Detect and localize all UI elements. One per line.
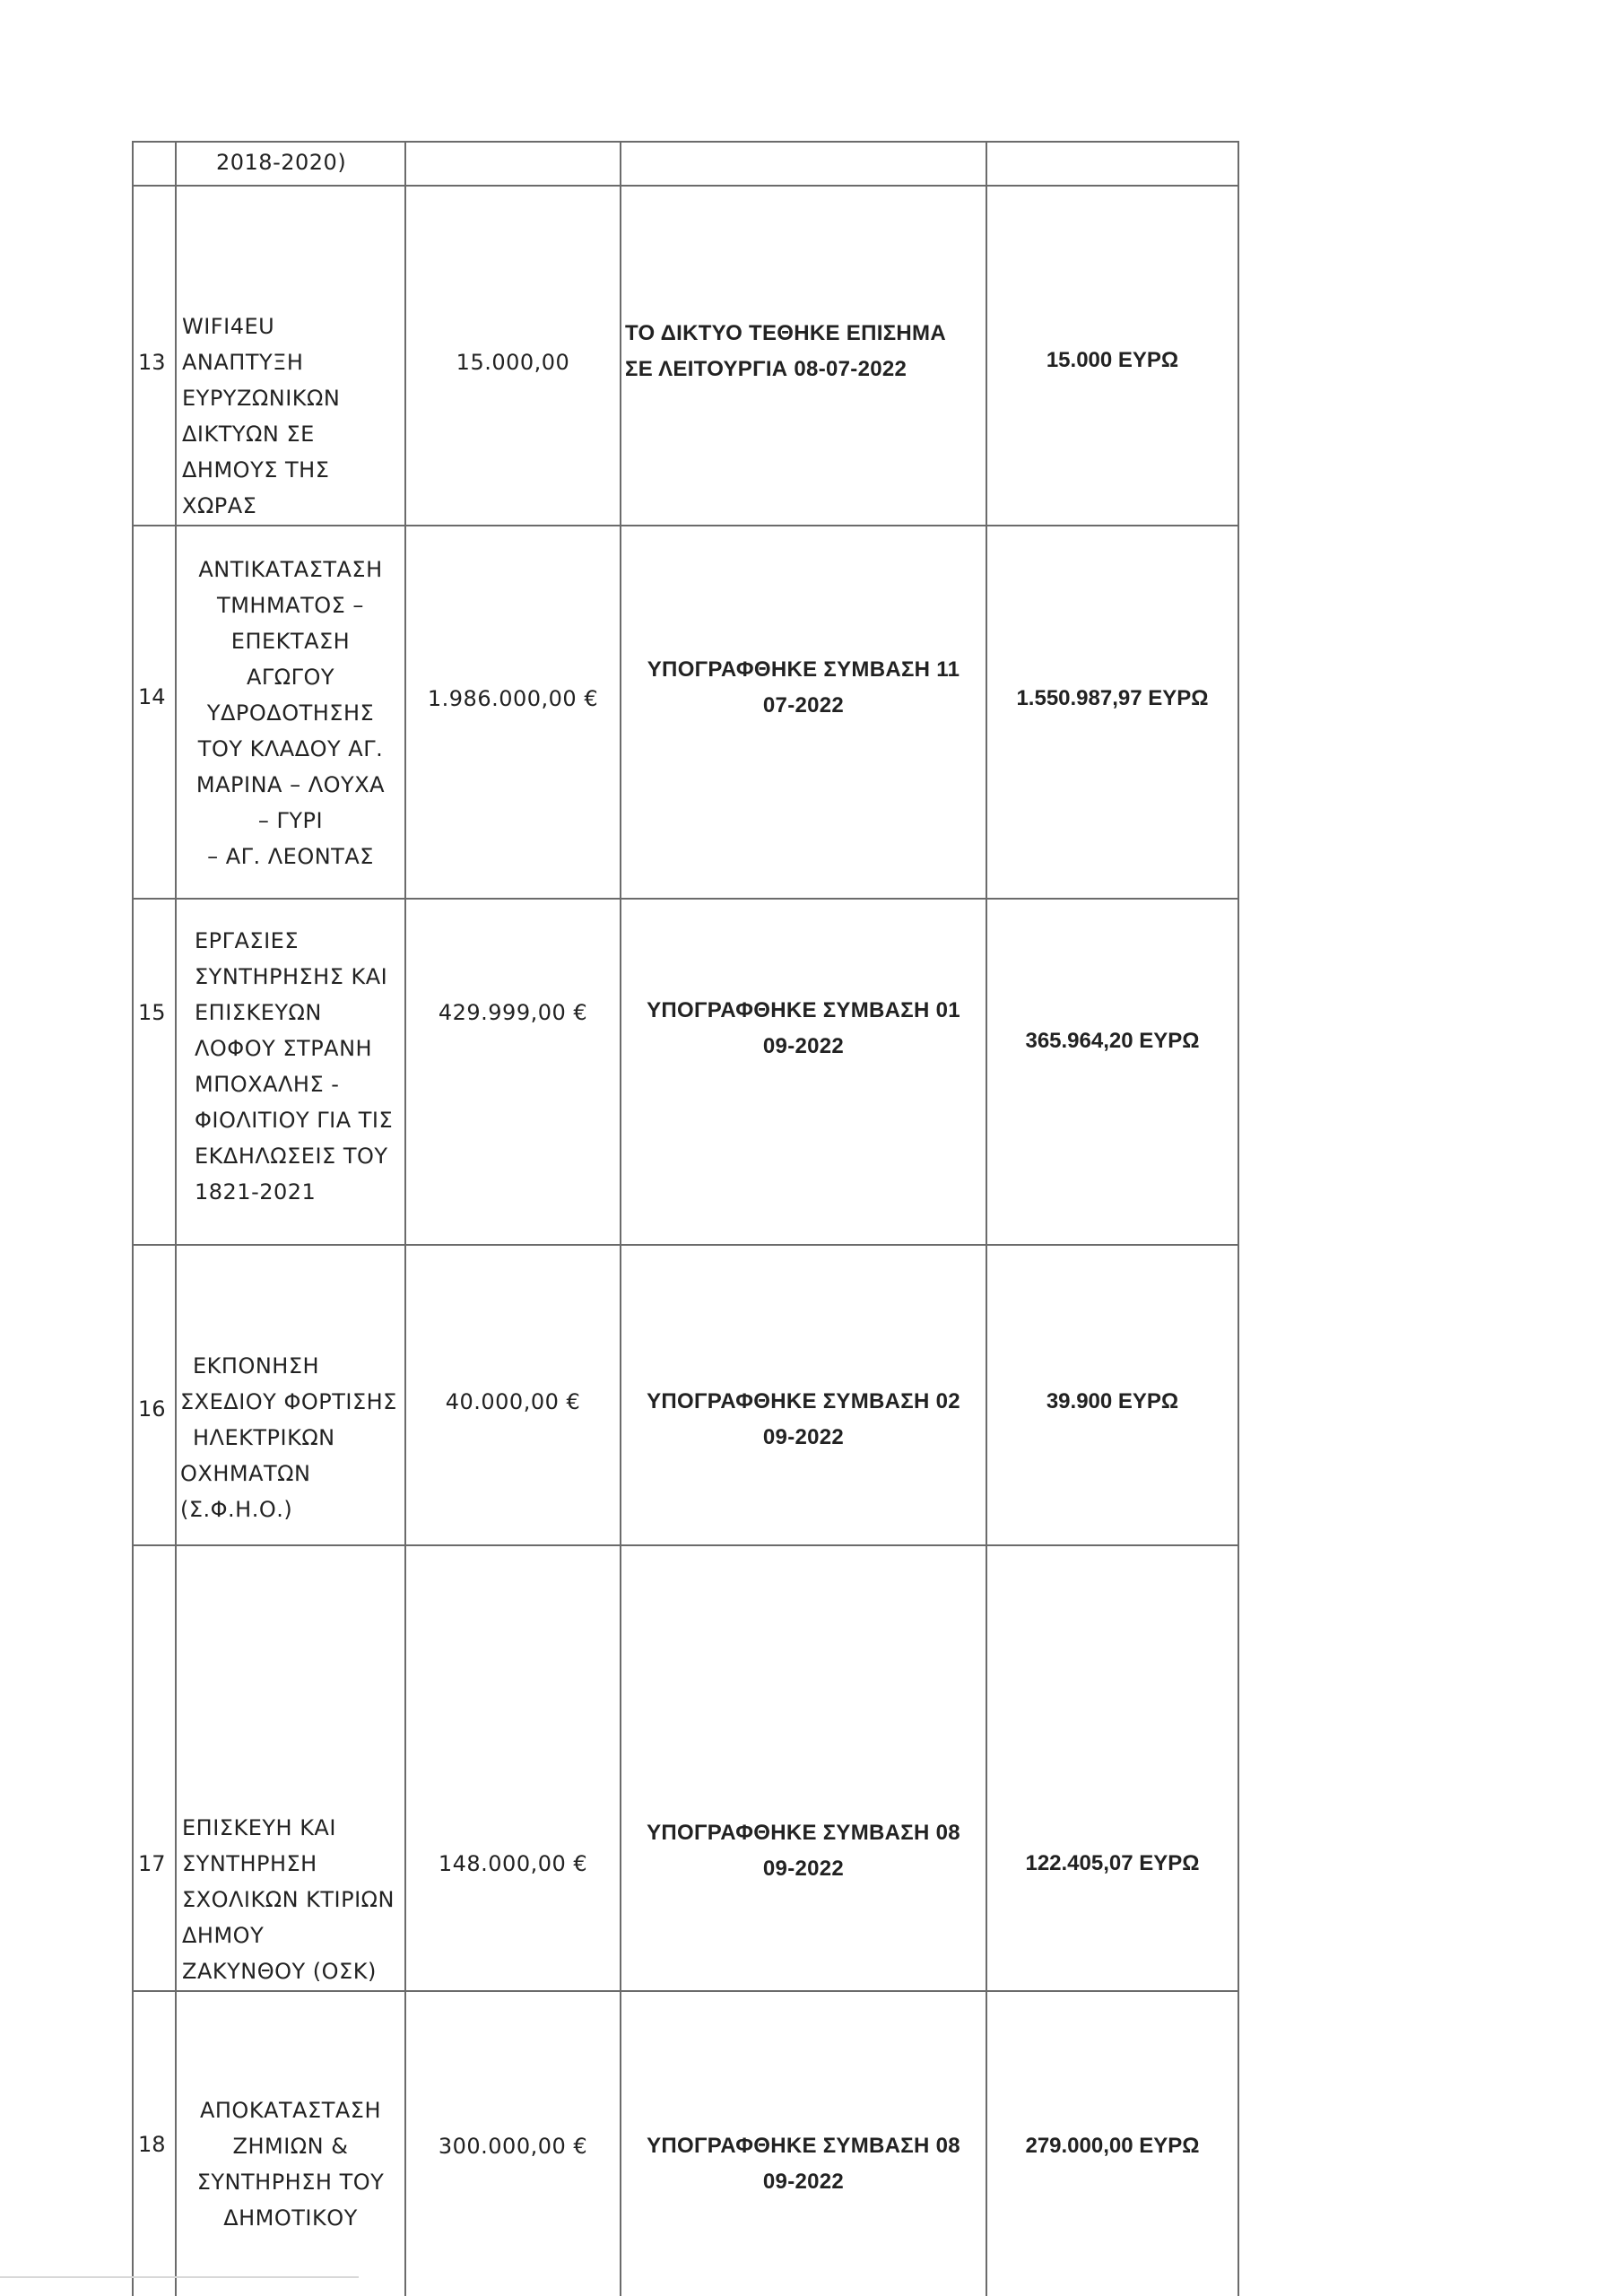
- page-bottom-rule: [0, 2276, 359, 2278]
- project-title-line: ΣΥΝΤΗΡΗΣΗ: [182, 1851, 317, 1876]
- project-title-line: ΕΠΙΣΚΕΥΩΝ: [195, 1000, 322, 1025]
- table-row: [133, 1991, 1238, 2296]
- status-line: ΣΕ ΛΕΙΤΟΥΡΓΙΑ 08-07-2022: [625, 357, 908, 381]
- budget-cell: [405, 142, 621, 186]
- project-title-line: ΣΥΝΤΗΡΗΣΗ ΤΟΥ: [196, 2170, 385, 2195]
- row-number: 13: [138, 350, 166, 375]
- project-title-line: ΕΚΠΟΝΗΣΗ: [193, 1353, 320, 1378]
- status-line: 09-2022: [762, 1425, 845, 1449]
- status-line: 09-2022: [762, 1034, 845, 1058]
- project-title-line: ΟΧΗΜΑΤΩΝ: [180, 1461, 311, 1486]
- row-number-cell: [133, 1991, 176, 2296]
- project-title-cell: [176, 1991, 405, 2296]
- amount-value: 39.900 ΕΥΡΩ: [1046, 1389, 1179, 1413]
- amount-cell: [986, 899, 1238, 1245]
- project-title-line: ΑΝΑΠΤΥΞΗ: [182, 350, 304, 375]
- project-title-line: ΥΔΡΟΔΟΤΗΣΗΣ: [206, 700, 375, 726]
- budget-value: 148.000,00 €: [438, 1851, 588, 1876]
- status-line: ΤΟ ΔΙΚΤΥΟ ΤΕΘΗΚΕ ΕΠΙΣΗΜΑ: [625, 321, 946, 345]
- project-title-line: ΑΠΟΚΑΤΑΣΤΑΣΗ: [199, 2098, 382, 2123]
- project-title-line: 2018-2020): [216, 150, 347, 175]
- row-number: 15: [138, 1000, 166, 1025]
- project-title-line: ΜΑΡΙΝΑ – ΛΟΥΧΑ: [195, 772, 386, 797]
- project-title-cell: [176, 1245, 405, 1545]
- budget-value: 300.000,00 €: [438, 2134, 588, 2159]
- row-number-cell: [133, 186, 176, 526]
- table-row: [133, 1545, 1238, 1991]
- row-number: 16: [138, 1396, 166, 1422]
- project-title-line: ΖΑΚΥΝΘΟΥ (ΟΣΚ): [182, 1959, 377, 1984]
- project-title-line: ΧΩΡΑΣ: [182, 493, 257, 518]
- budget-cell: [405, 899, 621, 1245]
- row-number-cell: [133, 1245, 176, 1545]
- status-line: ΥΠΟΓΡΑΦΘΗΚΕ ΣΥΜΒΑΣΗ 08: [647, 2134, 960, 2158]
- budget-value: 1.986.000,00 €: [427, 686, 599, 711]
- status-cell: [621, 142, 986, 186]
- table-row: [133, 186, 1238, 526]
- project-title-line: ΜΠΟΧΑΛΗΣ -: [195, 1072, 340, 1097]
- project-title-line: ΛΟΦΟΥ ΣΤΡΑΝΗ: [195, 1036, 373, 1061]
- status-line: 09-2022: [762, 2170, 845, 2194]
- project-title-cell: [176, 186, 405, 526]
- project-title-line: ΗΛΕΚΤΡΙΚΩΝ: [193, 1425, 335, 1450]
- status-cell: [621, 899, 986, 1245]
- project-title-line: ΣΥΝΤΗΡΗΣΗΣ ΚΑΙ: [195, 964, 388, 989]
- row-number-cell: [133, 142, 176, 186]
- table-row: [133, 526, 1238, 899]
- projects-table: [132, 141, 1239, 2296]
- amount-cell: [986, 186, 1238, 526]
- amount-cell: [986, 1545, 1238, 1991]
- status-line: ΥΠΟΓΡΑΦΘΗΚΕ ΣΥΜΒΑΣΗ 02: [647, 1389, 960, 1413]
- project-title-line: ΔΙΚΤΥΩΝ ΣΕ: [182, 422, 315, 447]
- project-title-cell: [176, 526, 405, 899]
- project-title-line: ΕΡΓΑΣΙΕΣ: [195, 928, 299, 953]
- amount-cell: [986, 142, 1238, 186]
- status-line: ΥΠΟΓΡΑΦΘΗΚΕ ΣΥΜΒΑΣΗ 11: [647, 657, 960, 682]
- amount-cell: [986, 1991, 1238, 2296]
- amount-value: 122.405,07 ΕΥΡΩ: [1025, 1851, 1200, 1875]
- project-title-cell: [176, 1545, 405, 1991]
- project-title-line: ΕΠΕΚΤΑΣΗ: [230, 629, 351, 654]
- project-title-line: ΕΠΙΣΚΕΥΗ ΚΑΙ: [182, 1815, 336, 1840]
- amount-value: 279.000,00 ΕΥΡΩ: [1025, 2134, 1200, 2158]
- row-number-cell: [133, 899, 176, 1245]
- status-line: ΥΠΟΓΡΑΦΘΗΚΕ ΣΥΜΒΑΣΗ 08: [647, 1821, 960, 1845]
- project-title-line: ΕΥΡΥΖΩΝΙΚΩΝ: [182, 386, 341, 411]
- budget-cell: [405, 526, 621, 899]
- amount-cell: [986, 1245, 1238, 1545]
- status-line: ΥΠΟΓΡΑΦΘΗΚΕ ΣΥΜΒΑΣΗ 01: [647, 998, 960, 1022]
- table-row: [133, 1245, 1238, 1545]
- project-title-line: 1821-2021: [195, 1179, 317, 1205]
- amount-cell: [986, 526, 1238, 899]
- budget-cell: [405, 1991, 621, 2296]
- project-title-line: ΕΚΔΗΛΩΣΕΙΣ ΤΟΥ: [195, 1144, 388, 1169]
- budget-value: 429.999,00 €: [438, 1000, 588, 1025]
- budget-value: 15.000,00: [456, 350, 570, 375]
- project-title-line: ΣΧΟΛΙΚΩΝ ΚΤΙΡΙΩΝ: [182, 1887, 395, 1912]
- project-title-line: – ΑΓ. ΛΕΟΝΤΑΣ: [207, 844, 374, 869]
- status-line: 07-2022: [762, 693, 845, 718]
- project-title-line: ΔΗΜΟΥΣ ΤΗΣ: [182, 457, 330, 483]
- row-number-cell: [133, 1545, 176, 1991]
- project-title-line: (Σ.Φ.Η.Ο.): [180, 1497, 293, 1522]
- row-number: 18: [138, 2132, 166, 2157]
- status-cell: [621, 1991, 986, 2296]
- project-title-line: ΦΙΟΛΙΤΙΟΥ ΓΙΑ ΤΙΣ: [195, 1108, 394, 1133]
- project-title-cell: [176, 142, 405, 186]
- row-number-cell: [133, 526, 176, 899]
- status-cell: [621, 1245, 986, 1545]
- project-title-line: ΖΗΜΙΩΝ &: [232, 2134, 349, 2159]
- status-cell: [621, 1545, 986, 1991]
- project-title-line: ΑΓΩΓΟΥ: [246, 665, 335, 690]
- project-title-line: ΣΧΕΔΙΟΥ ΦΟΡΤΙΣΗΣ: [180, 1389, 397, 1414]
- project-title-line: ΤΟΥ ΚΛΑΔΟΥ ΑΓ.: [197, 736, 384, 761]
- project-title-line: ΤΜΗΜΑΤΟΣ –: [217, 593, 364, 618]
- project-title-line: WIFI4EU: [182, 314, 275, 339]
- status-cell: [621, 186, 986, 526]
- budget-cell: [405, 1245, 621, 1545]
- budget-cell: [405, 186, 621, 526]
- project-title-line: ΔΗΜΟΥ: [182, 1923, 265, 1948]
- row-number: 14: [138, 684, 166, 709]
- amount-value: 365.964,20 ΕΥΡΩ: [1025, 1029, 1200, 1053]
- project-title-cell: [176, 899, 405, 1245]
- budget-value: 40.000,00 €: [445, 1389, 581, 1414]
- budget-cell: [405, 1545, 621, 1991]
- amount-value: 15.000 ΕΥΡΩ: [1046, 348, 1179, 372]
- status-cell: [621, 526, 986, 899]
- table-row: [133, 142, 1238, 186]
- row-number: 17: [138, 1851, 166, 1876]
- project-title-line: ΑΝΤΙΚΑΤΑΣΤΑΣΗ: [198, 557, 383, 582]
- amount-value: 1.550.987,97 ΕΥΡΩ: [1016, 686, 1209, 710]
- project-title-line: ΔΗΜΟΤΙΚΟΥ: [223, 2205, 358, 2231]
- status-line: 09-2022: [762, 1857, 845, 1881]
- table-row: [133, 899, 1238, 1245]
- project-title-line: – ΓΥΡΙ: [257, 808, 324, 833]
